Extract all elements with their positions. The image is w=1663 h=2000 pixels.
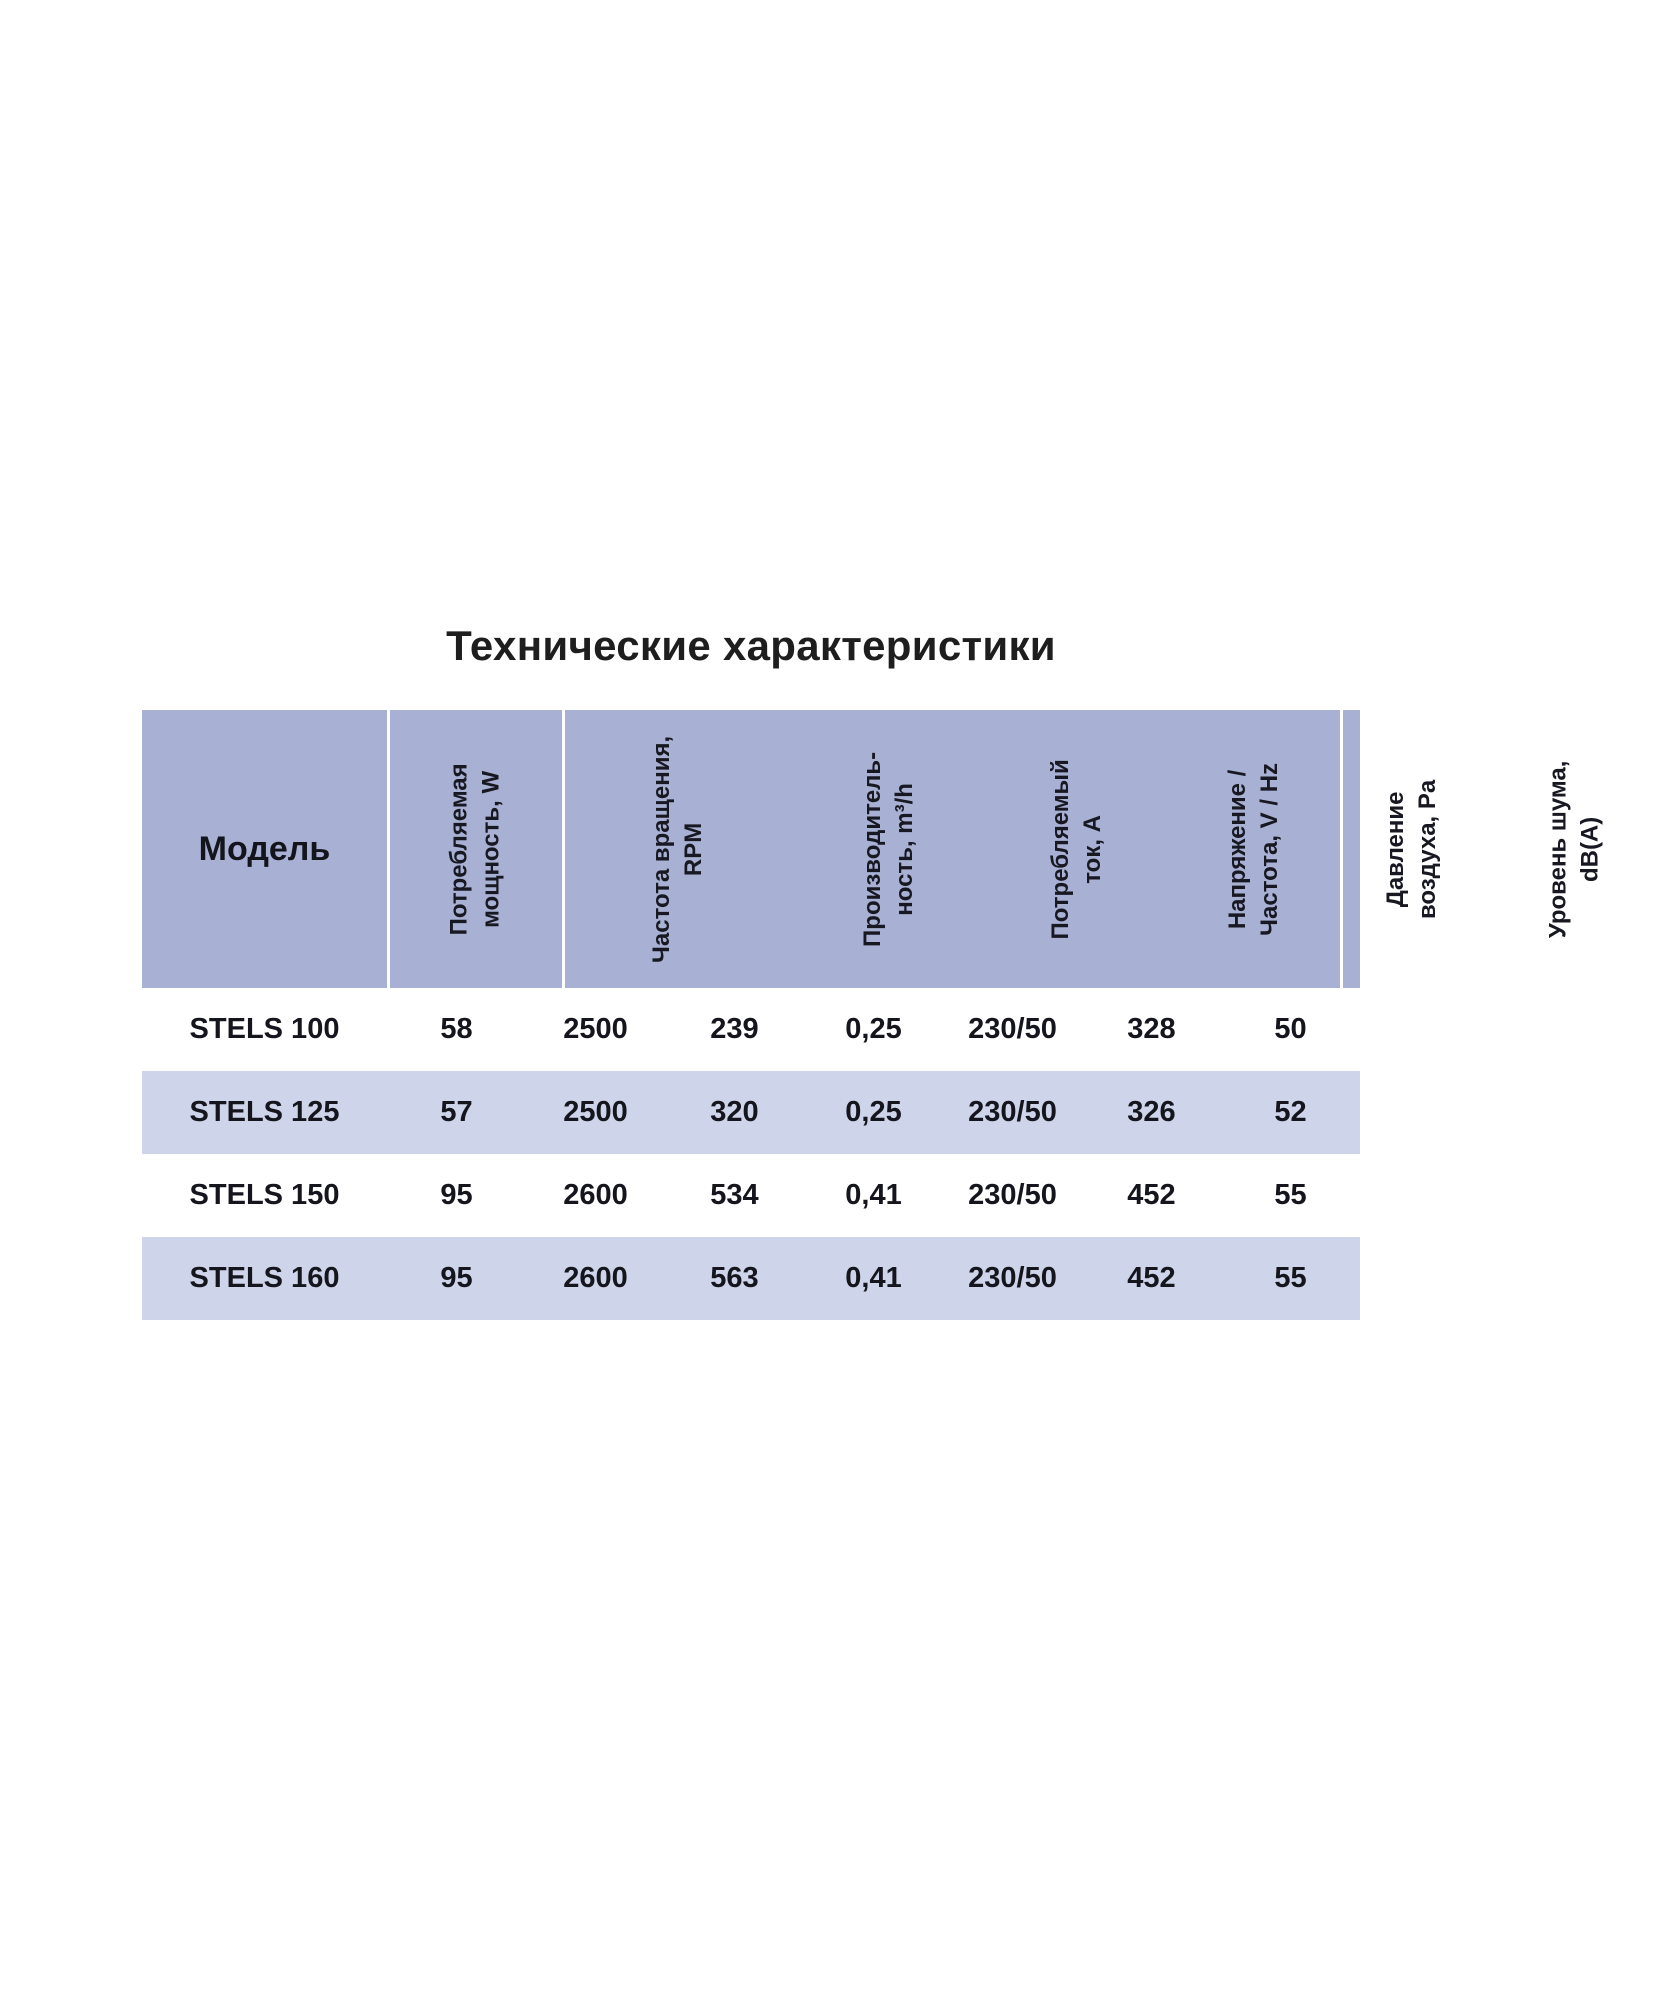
value-cell: 320 (710, 1096, 759, 1128)
header-cell-noise (1486, 710, 1663, 988)
value-cell: 452 (1127, 1262, 1176, 1294)
header-current-label (1045, 759, 1110, 939)
value-cell: 0,41 (845, 1262, 902, 1294)
value-cell: 57 (440, 1096, 473, 1128)
value-cell: 230/50 (968, 1096, 1057, 1128)
specs-table (142, 710, 1604, 1320)
table-row (142, 1237, 1360, 1320)
header-label-line: Частота, V / Hz (1256, 762, 1283, 936)
header-noise-label (1542, 760, 1607, 938)
value-cell: 95 (440, 1262, 473, 1294)
header-label-line: Потребляемый (1047, 758, 1075, 940)
header-label-line: воздуха, Pa (1415, 779, 1443, 919)
value-cell: 326 (1127, 1096, 1176, 1128)
header-pressure-label (1381, 779, 1446, 918)
model-cell: STELS 100 (189, 1013, 340, 1045)
value-cell: 52 (1274, 1096, 1307, 1128)
header-cell-capacity (792, 710, 987, 988)
header-voltage-label (1222, 763, 1287, 936)
value-cell: 50 (1274, 1013, 1307, 1045)
header-label-line: Потребляемая (445, 762, 473, 936)
value-cell: 230/50 (968, 1179, 1057, 1211)
header-label-line: Уровень шума, (1544, 760, 1572, 938)
value-cell: 230/50 (968, 1262, 1057, 1294)
value-cell: 2600 (563, 1179, 628, 1211)
value-cell: 534 (710, 1179, 759, 1211)
header-model-label: Модель (198, 829, 331, 868)
value-cell: 452 (1127, 1179, 1176, 1211)
value-cell: 58 (440, 1013, 473, 1045)
header-label-line: Давление (1382, 791, 1410, 907)
header-label-line: ность, m³/h (891, 782, 919, 916)
header-label-line: Частота вращения, (648, 735, 676, 963)
model-cell: STELS 150 (189, 1179, 340, 1211)
value-cell: 239 (710, 1013, 759, 1045)
header-label-line: RPM (680, 822, 708, 876)
value-cell: 230/50 (968, 1013, 1057, 1045)
value-cell: 2500 (563, 1096, 628, 1128)
value-cell: 55 (1274, 1179, 1307, 1211)
header-label-line: Производитель- (859, 751, 887, 947)
value-cell: 0,41 (845, 1179, 902, 1211)
header-power-label (444, 763, 509, 935)
header-label-line: мощность, W (478, 770, 506, 928)
header-cell-power (390, 710, 565, 988)
header-cell-rpm (565, 710, 792, 988)
table-row (142, 1154, 1360, 1237)
model-cell: STELS 160 (189, 1262, 340, 1294)
value-cell: 328 (1127, 1013, 1176, 1045)
value-cell: 0,25 (845, 1096, 902, 1128)
header-capacity-label (857, 751, 922, 946)
header-cell-model (142, 710, 390, 988)
value-cell: 0,25 (845, 1013, 902, 1045)
header-cell-pressure (1343, 710, 1485, 988)
value-cell: 55 (1274, 1262, 1307, 1294)
value-cell: 95 (440, 1179, 473, 1211)
header-rpm-label (646, 735, 711, 962)
page-title: Технические характеристики (446, 622, 1056, 669)
table-row (142, 988, 1360, 1071)
table-row (142, 1071, 1360, 1154)
header-label-line: Напряжение / (1223, 769, 1251, 929)
value-cell: 563 (710, 1262, 759, 1294)
value-cell: 2600 (563, 1262, 628, 1294)
model-cell: STELS 125 (189, 1096, 340, 1128)
header-label-line: ток, A (1079, 814, 1107, 884)
header-cell-voltage (1168, 710, 1344, 988)
table-header-row (142, 710, 1604, 988)
header-label-line: dB(A) (1576, 816, 1604, 882)
header-cell-current (987, 710, 1167, 988)
value-cell: 2500 (563, 1013, 628, 1045)
